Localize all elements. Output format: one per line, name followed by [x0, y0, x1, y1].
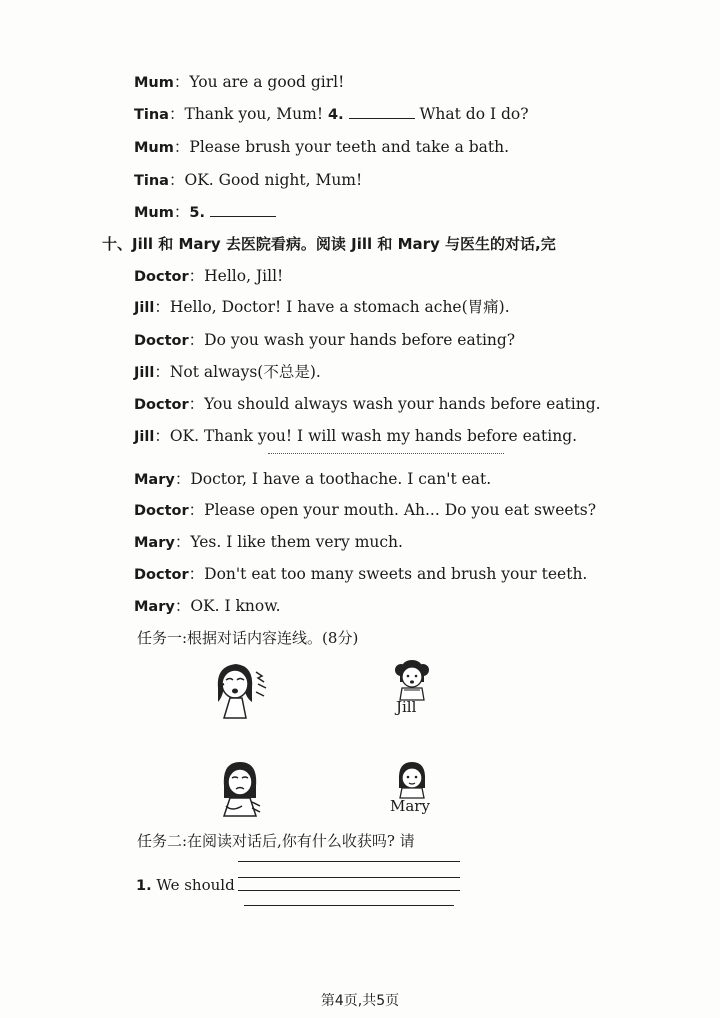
- dialogue-line-doctor-3: [134, 394, 601, 415]
- separator: ：: [188, 267, 205, 285]
- page-footer: 第4页,共5页: [320, 993, 400, 1009]
- dialogue-line-jill-2: [134, 362, 524, 383]
- dialogue-line-mum-1: [134, 72, 344, 93]
- line-text: Hello, Doctor! I have a stomach ache(胃痛).: [169, 298, 510, 316]
- line-text: OK. Thank you! I will wash my hands before eating.: [169, 427, 578, 445]
- question-number: 4.: [327, 107, 344, 123]
- separator: ：: [173, 73, 190, 91]
- mary-illustration[interactable]: [392, 760, 432, 798]
- speaker: Jill: [134, 365, 155, 381]
- separator: ：: [173, 138, 190, 156]
- dialogue-line-doctor-5: [134, 564, 588, 585]
- speaker: Doctor: [134, 269, 189, 285]
- jill-name-label: Jill: [396, 698, 417, 716]
- separator: ：: [154, 298, 170, 316]
- dialogue-line-mary-1: [134, 469, 534, 490]
- separator: ：: [168, 171, 185, 189]
- speaker: Doctor: [134, 397, 189, 413]
- separator: ：: [188, 395, 205, 413]
- answer-line-3[interactable]: [244, 905, 454, 906]
- dialogue-divider: [268, 453, 504, 454]
- speaker: Doctor: [134, 503, 189, 519]
- separator: ：: [188, 331, 205, 349]
- speaker: Mum: [134, 75, 174, 91]
- task-two-instruction: 任务二:在阅读对话后,你有什么收获吗? 请: [137, 832, 415, 850]
- separator: ：: [174, 533, 191, 551]
- speaker: Mary: [134, 472, 175, 488]
- line-text: Not always(不总是).: [169, 363, 321, 381]
- line-text-after: What do I do?: [414, 105, 529, 123]
- dialogue-line-jill-1: [134, 297, 534, 318]
- separator: ：: [168, 105, 185, 123]
- section-number: 十、: [102, 235, 133, 253]
- question-number: 1.: [136, 878, 152, 894]
- line-text: OK. I know.: [190, 597, 281, 615]
- dialogue-line-doctor-1: [134, 266, 534, 287]
- speaker: Mary: [134, 599, 175, 615]
- dialogue-line-mum-3: [134, 202, 276, 223]
- question-text: We should: [151, 876, 235, 894]
- line-text: Hello, Jill!: [204, 267, 284, 285]
- jill-illustration[interactable]: [392, 658, 432, 700]
- speaker: Doctor: [134, 333, 189, 349]
- line-text: Please open your mouth. Ah... Do you eat sweets?: [204, 501, 597, 519]
- speaker: Jill: [134, 429, 155, 445]
- separator: ：: [188, 501, 205, 519]
- line-text: Please brush your teeth and take a bath.: [189, 138, 510, 156]
- dialogue-line-mum-2: [134, 137, 509, 158]
- separator: ：: [154, 363, 170, 381]
- question-1: [136, 875, 235, 896]
- speaker: Doctor: [134, 567, 189, 583]
- line-text: Doctor, I have a toothache. I can't eat.: [190, 470, 492, 488]
- answer-blank-5[interactable]: [210, 202, 276, 217]
- mary-name-label: Mary: [390, 797, 430, 815]
- section-heading: [102, 234, 556, 254]
- dialogue-line-mary-3: [134, 596, 524, 617]
- speaker: Mary: [134, 535, 175, 551]
- girl-toothache-illustration[interactable]: [216, 758, 264, 818]
- line-text: You are a good girl!: [189, 73, 345, 91]
- line-text: Thank you, Mum!: [184, 105, 328, 123]
- separator: ：: [174, 470, 191, 488]
- separator: ：: [173, 203, 190, 221]
- task-one-instruction: 任务一:根据对话内容连线。(8分): [137, 629, 359, 647]
- line-text: You should always wash your hands before eating.: [204, 395, 601, 413]
- dialogue-line-tina-1: [134, 104, 529, 125]
- line-text: OK. Good night, Mum!: [184, 171, 363, 189]
- answer-line-2[interactable]: [238, 890, 460, 891]
- separator: ：: [174, 597, 191, 615]
- line-text: Yes. I like them very much.: [190, 533, 403, 551]
- line-text: Do you wash your hands before eating?: [204, 331, 516, 349]
- answer-blank-4[interactable]: [349, 104, 415, 119]
- dialogue-line-doctor-4: [134, 500, 597, 521]
- dialogue-line-mary-2: [134, 532, 524, 553]
- dialogue-line-tina-2: [134, 170, 362, 191]
- dialogue-line-jill-3: [134, 426, 578, 447]
- answer-line-top[interactable]: [238, 861, 460, 862]
- separator: ：: [188, 565, 205, 583]
- speaker: Mum: [134, 140, 174, 156]
- dialogue-line-doctor-2: [134, 330, 524, 351]
- speaker: Tina: [134, 173, 169, 189]
- section-title: Jill 和 Mary 去医院看病。阅读 Jill 和 Mary 与医生的对话,完: [132, 235, 556, 253]
- separator: ：: [154, 427, 170, 445]
- girl-crying-stomach-ache-illustration[interactable]: [208, 658, 272, 720]
- speaker: Mum: [134, 205, 174, 221]
- speaker: Jill: [134, 300, 155, 316]
- line-text: Don't eat too many sweets and brush your teeth.: [204, 565, 588, 583]
- answer-line-1[interactable]: [238, 877, 460, 878]
- question-number: 5.: [189, 205, 205, 221]
- speaker: Tina: [134, 107, 169, 123]
